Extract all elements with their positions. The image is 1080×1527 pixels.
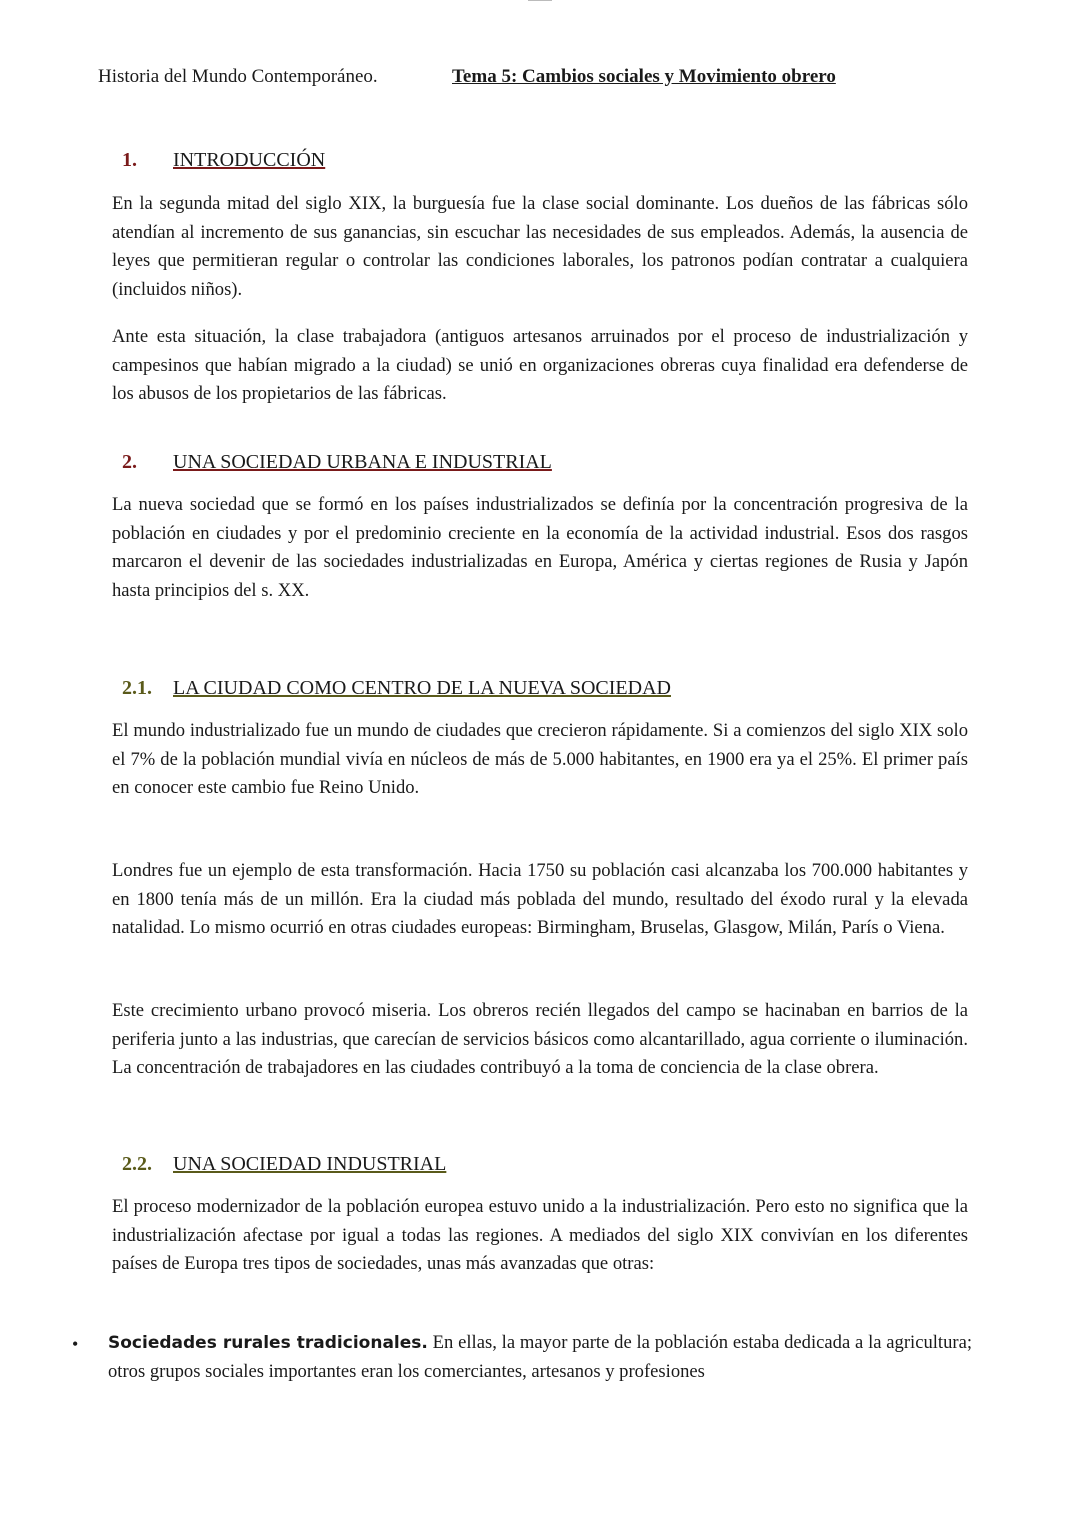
section-title: UNA SOCIEDAD INDUSTRIAL <box>173 1153 447 1175</box>
bullet-dot: • <box>72 1334 79 1354</box>
page-top-mark <box>528 0 552 4</box>
paragraph-intro-2: Ante esta situación, la clase trabajadora (antiguos artesanos arruinados por el proceso de industrialización y campesinos que habían migrado a la ciudad) se unió en organizaciones obreras cuya finalidad era defenderse de los abusos de los propietarios de las fábricas. <box>112 326 968 405</box>
paragraph-city-3: Este crecimiento urbano provocó miseria. Los obreros recién llegados del campo se hacinaban en barrios de la periferia junto a las industrias, que carecían de servicios básicos como alcantarillado, agua corriente o iluminación. La concentración de trabajadores en las ciudades contribuyó a la toma de conciencia de la clase obrera. <box>112 1000 968 1079</box>
section-number: 2. <box>122 451 137 473</box>
section-title: LA CIUDAD COMO CENTRO DE LA NUEVA SOCIEDAD <box>173 677 671 699</box>
paragraph-society-1: La nueva sociedad que se formó en los países industrializados se definía por la concentración progresiva de la población en ciudades y por el predominio creciente en la economía de la actividad industrial. Esos dos rasgos marcaron el devenir de las sociedades industrializadas en Europa, América y ciertas regiones de Rusia y Japón hasta principios del s. XX. <box>112 494 968 602</box>
list-item <box>108 1329 972 1386</box>
paragraph-industrial-1: El proceso modernizador de la población europea estuvo unido a la industrialización. Pero esto no significa que la industrialización afectase por igual a todas las regiones. A mediados del siglo XIX convivían en los diferentes países de Europa tres tipos de sociedades, unas más avanzadas que otras: <box>112 1196 968 1275</box>
section-title: UNA SOCIEDAD URBANA E INDUSTRIAL <box>173 451 552 473</box>
paragraph-city-1: El mundo industrializado fue un mundo de ciudades que crecieron rápidamente. Si a comienzos del siglo XIX solo el 7% de la población mundial vivía en núcleos de más de 5.000 habitantes, en 1900 era ya el 25%. El primer país en conocer este cambio fue Reino Unido. <box>112 720 968 799</box>
section-title: INTRODUCCIÓN <box>173 149 326 171</box>
section-number: 1. <box>122 149 137 171</box>
course-title: Historia del Mundo Contemporáneo. <box>98 66 378 87</box>
paragraph-intro-1: En la segunda mitad del siglo XIX, la burguesía fue la clase social dominante. Los dueños de las fábricas sólo atendían al incremento de sus ganancias, sin escuchar las necesidades de sus empleados. Además, la ausencia de leyes que permitieran regular o controlar las condiciones laborales, los patronos podían contratar a cualquiera (incluidos niños). <box>112 193 968 301</box>
list-item-text: En ellas, la mayor parte de la población estaba dedicada a la agricultura; otros grupos sociales importantes eran los comerciantes, artesanos y profesiones <box>108 1332 972 1382</box>
topic-title: Tema 5: Cambios sociales y Movimiento obrero <box>452 66 836 87</box>
paragraph-city-2: Londres fue un ejemplo de esta transformación. Hacia 1750 su población casi alcanzaba los 700.000 habitantes y en 1800 tenía más de un millón. Era la ciudad más poblada del mundo, resultado del éxodo rural y la elevada natalidad. Lo mismo ocurrió en otras ciudades europeas: Birmingham, Bruselas, Glasgow, Milán, París o Viena. <box>112 860 968 939</box>
section-number: 2.1. <box>122 677 152 699</box>
section-number: 2.2. <box>122 1153 152 1175</box>
list-item-lead: Sociedades rurales tradicionales. <box>108 1333 428 1353</box>
